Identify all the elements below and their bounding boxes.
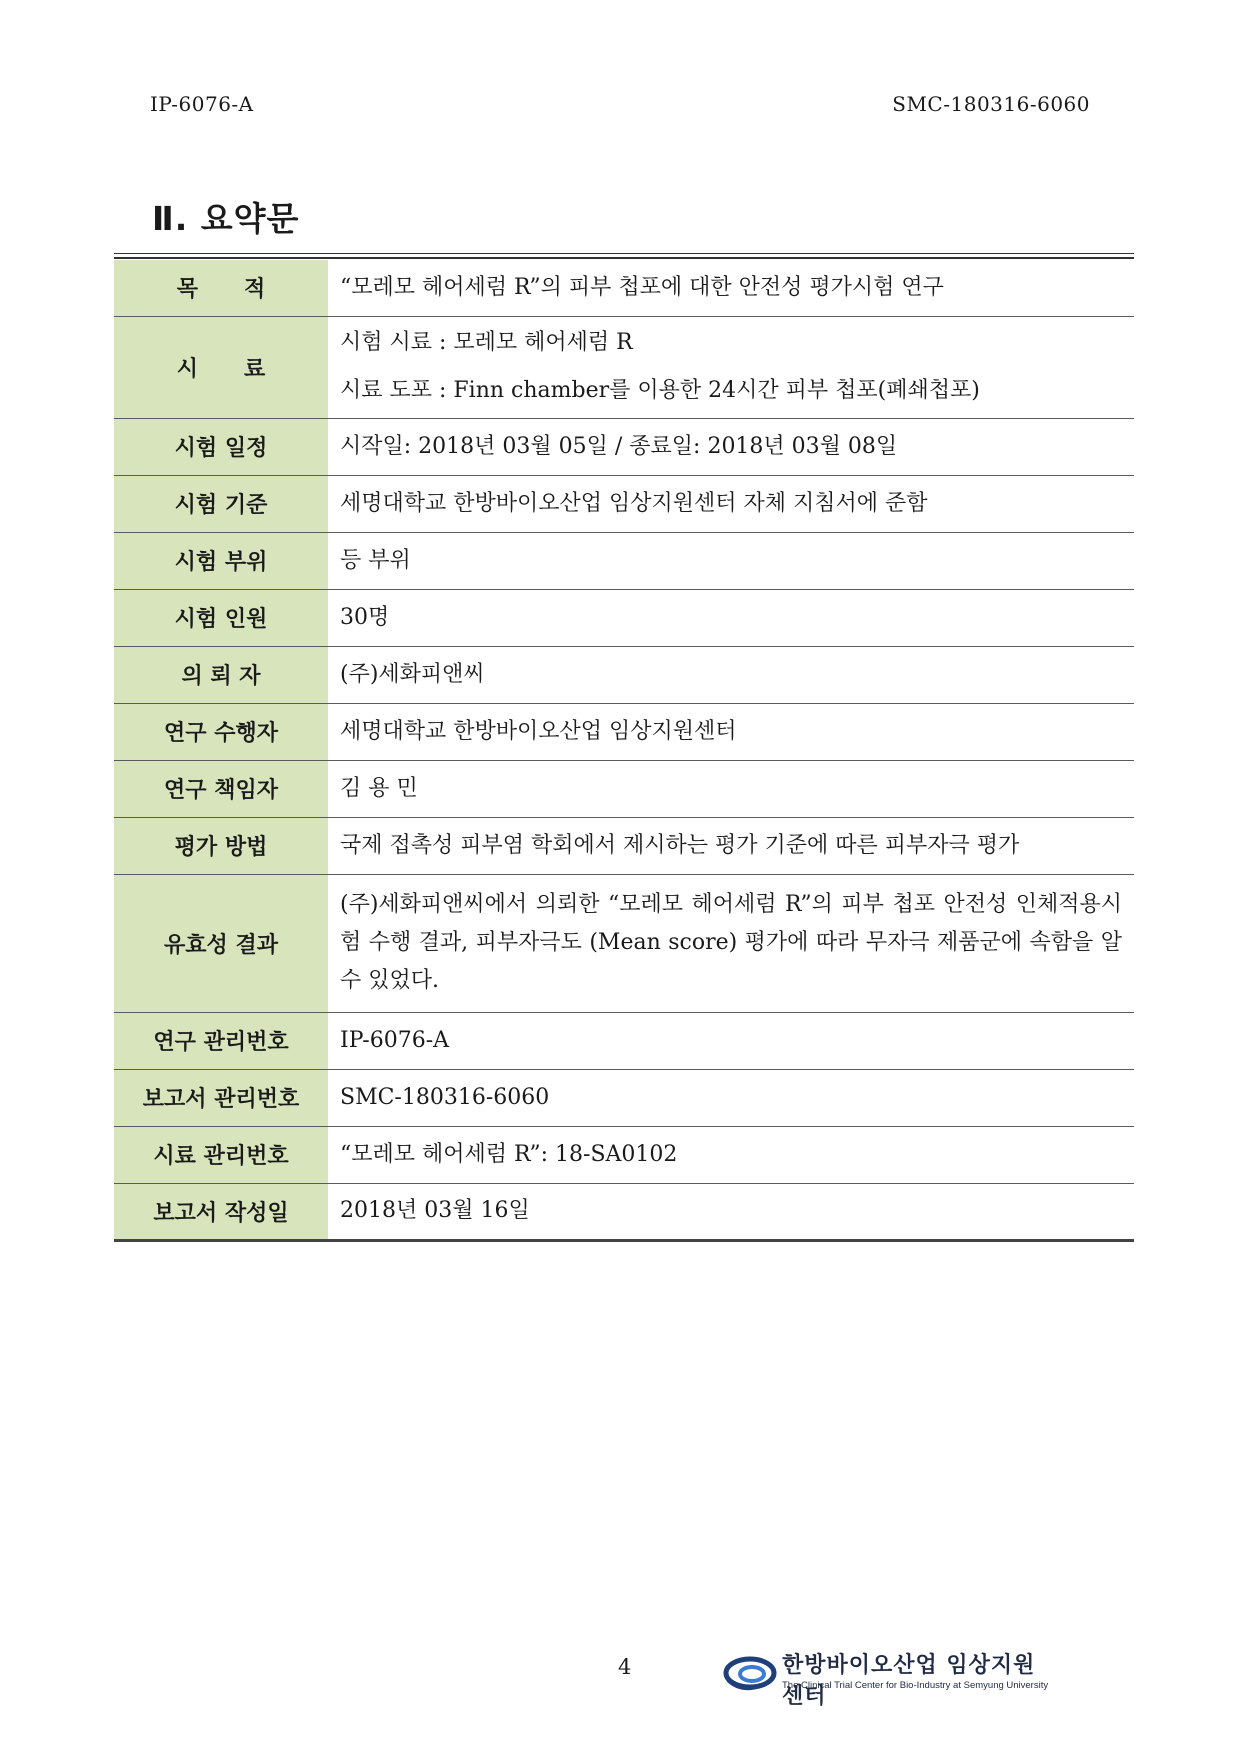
section-title: Ⅱ. 요약문 <box>152 199 300 238</box>
row-value-study-id: IP-6076-A <box>328 1012 1134 1069</box>
row-label-method: 평가 방법 <box>114 817 328 874</box>
summary-table <box>114 260 1134 1242</box>
row-value-performer: 세명대학교 한방바이오산업 임상지원센터 <box>328 703 1134 760</box>
row-value-sample <box>328 316 1134 418</box>
row-label-subjects: 시험 인원 <box>114 589 328 646</box>
table-row <box>114 1012 1134 1069</box>
row-value-result: (주)세화피앤씨에서 의뢰한 “모레모 헤어세럼 R”의 피부 첩포 안전성 인체적용시험 수행 결과, 피부자극도 (Mean score) 평가에 따라 무자극 제품군에 속함을 알 수 있었다. <box>328 874 1134 1012</box>
table-row <box>114 1126 1134 1183</box>
row-label-schedule: 시험 일정 <box>114 418 328 475</box>
sample-line-test: 시험 시료 : 모레모 헤어세럼 R <box>340 330 633 355</box>
table-row <box>114 260 1134 316</box>
row-label-standard: 시험 기준 <box>114 475 328 532</box>
swirl-logo-icon <box>722 1650 778 1696</box>
header-document-code: IP-6076-A <box>150 92 254 116</box>
page-number: 4 <box>618 1655 632 1679</box>
header-report-code: SMC-180316-6060 <box>892 92 1090 116</box>
table-row <box>114 817 1134 874</box>
row-value-subjects: 30명 <box>328 589 1134 646</box>
center-logo <box>722 1648 1049 1709</box>
table-row <box>114 646 1134 703</box>
row-value-standard: 세명대학교 한방바이오산업 임상지원센터 자체 지침서에 준함 <box>328 475 1134 532</box>
row-value-report-id: SMC-180316-6060 <box>328 1069 1134 1126</box>
table-row <box>114 475 1134 532</box>
row-label-site: 시험 부위 <box>114 532 328 589</box>
table-row <box>114 874 1134 1012</box>
row-value-client: (주)세화피앤씨 <box>328 646 1134 703</box>
row-label-sample: 시 료 <box>114 316 328 418</box>
table-row <box>114 532 1134 589</box>
row-label-client: 의 뢰 자 <box>114 646 328 703</box>
logo-subtitle: The Clinical Trial Center for Bio-Industry at Semyung University <box>782 1680 1049 1691</box>
row-label-sample-id: 시료 관리번호 <box>114 1126 328 1183</box>
row-label-result: 유효성 결과 <box>114 874 328 1012</box>
table-row <box>114 589 1134 646</box>
table-row <box>114 418 1134 475</box>
table-top-rule <box>114 253 1134 254</box>
table-row <box>114 760 1134 817</box>
row-label-investigator: 연구 책임자 <box>114 760 328 817</box>
row-value-method: 국제 접촉성 피부염 학회에서 제시하는 평가 기준에 따른 피부자극 평가 <box>328 817 1134 874</box>
sample-line-application: 시료 도포 : Finn chamber를 이용한 24시간 피부 첩포(폐쇄첩포) <box>340 378 980 403</box>
logo-title: 한방바이오산업 임상지원센터 <box>782 1653 1036 1709</box>
row-value-site: 등 부위 <box>328 532 1134 589</box>
row-label-performer: 연구 수행자 <box>114 703 328 760</box>
row-label-report-id: 보고서 관리번호 <box>114 1069 328 1126</box>
table-row <box>114 316 1134 418</box>
row-label-purpose: 목 적 <box>114 260 328 316</box>
row-value-investigator: 김 용 민 <box>328 760 1134 817</box>
row-label-report-date: 보고서 작성일 <box>114 1183 328 1240</box>
table-top-rule-thick <box>114 257 1134 259</box>
row-value-sample-id: “모레모 헤어세럼 R”: 18-SA0102 <box>328 1126 1134 1183</box>
table-row <box>114 1069 1134 1126</box>
row-label-study-id: 연구 관리번호 <box>114 1012 328 1069</box>
row-value-schedule: 시작일: 2018년 03월 05일 / 종료일: 2018년 03월 08일 <box>328 418 1134 475</box>
table-row <box>114 703 1134 760</box>
row-value-purpose: “모레모 헤어세럼 R”의 피부 첩포에 대한 안전성 평가시험 연구 <box>328 260 1134 316</box>
row-value-report-date: 2018년 03월 16일 <box>328 1183 1134 1240</box>
table-row <box>114 1183 1134 1240</box>
